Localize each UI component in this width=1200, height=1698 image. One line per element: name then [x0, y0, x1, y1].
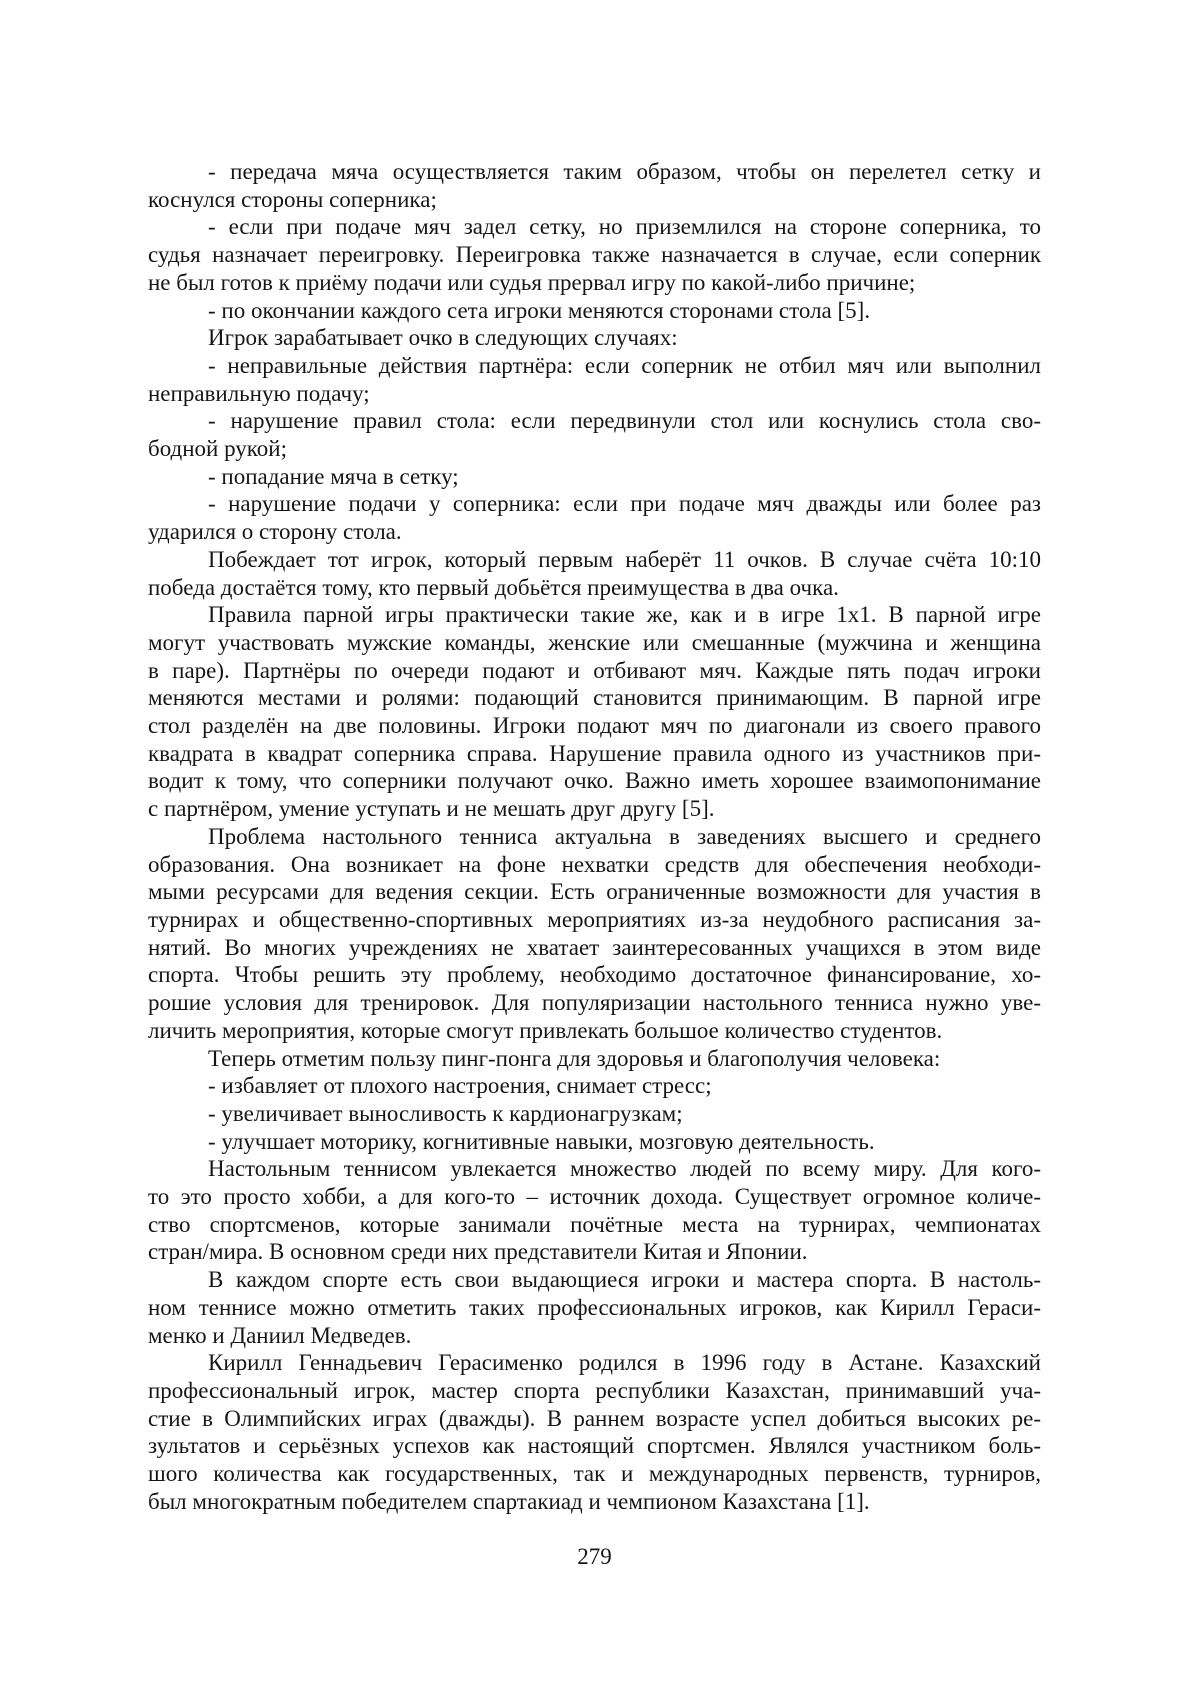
- page-number: 279: [577, 1544, 612, 1570]
- text-line: рошие условия для тренировок. Для популяризации настольного тенниса нужно уве-: [148, 990, 1041, 1016]
- text-line: профессиональный игрок, мастер спорта республики Казахстан, принимавший уча-: [148, 1377, 1041, 1403]
- text-line: зультатов и серьёзных успехов как настоящий спортсмен. Являлся участником боль-: [148, 1433, 1041, 1459]
- text-line: стол разделён на две половины. Игроки подают мяч по диагонали из своего правого: [148, 713, 1041, 739]
- paragraph: [148, 823, 1041, 1045]
- text-line: судья назначает переигровку. Переигровка также назначается в случае, если соперник: [148, 242, 1041, 268]
- text-line: ударился о сторону стола.: [148, 519, 402, 545]
- text-line: - нарушение подачи у соперника: если при подаче мяч дважды или более раз: [208, 491, 1041, 517]
- paragraph: [148, 213, 1041, 296]
- text-line: водит к тому, что соперники получают очко. Важно иметь хорошее взаимопонимание: [148, 768, 1041, 794]
- text-line: ство спортсменов, которые занимали почётные места на турнирах, чемпионатах: [148, 1211, 1041, 1237]
- text-line: коснулся стороны соперника;: [148, 186, 437, 212]
- text-line: в паре). Партнёры по очереди подают и отбивают мяч. Каждые пять подач игроки: [148, 657, 1041, 683]
- text-line: спорта. Чтобы решить эту проблему, необходимо достаточное финансирование, хо-: [148, 962, 1041, 988]
- text-line: то это просто хобби, а для кого-то – источник дохода. Существует огромное количе-: [148, 1184, 1041, 1210]
- text-line: меняются местами и ролями: подающий становится принимающим. В парной игре: [148, 685, 1041, 711]
- paragraph: [148, 1266, 1041, 1349]
- text-line: Побеждает тот игрок, который первым наберёт 11 очков. В случае счёта 10:10: [208, 546, 1041, 572]
- paragraph: [148, 352, 1041, 407]
- text-line: - неправильные действия партнёра: если соперник не отбил мяч или выполнил: [208, 352, 1041, 378]
- paragraph: [148, 463, 1041, 491]
- paragraph: [148, 1100, 1041, 1128]
- text-line: с партнёром, умение уступать и не мешать друг другу [5].: [148, 796, 715, 822]
- text-line: личить мероприятия, которые смогут привлекать большое количество студентов.: [148, 1017, 943, 1043]
- paragraph: [148, 546, 1041, 601]
- text-line: стран/мира. В основном среди них представители Китая и Японии.: [148, 1239, 808, 1265]
- text-line: турнирах и общественно-спортивных мероприятиях из-за неудобного расписания за-: [148, 906, 1041, 932]
- text-line: мыми ресурсами для ведения секции. Есть ограниченные возможности для участия в: [148, 879, 1041, 905]
- text-line: - по окончании каждого сета игроки меняются сторонами стола [5].: [208, 297, 871, 323]
- text-line: Кирилл Геннадьевич Герасименко родился в 1996 году в Астане. Казахский: [208, 1350, 1041, 1376]
- paragraph: [148, 407, 1041, 462]
- text-line: Игрок зарабатывает очко в следующих случаях:: [208, 325, 678, 351]
- paragraph: [148, 324, 1041, 352]
- text-line: победа достаётся тому, кто первый добьётся преимущества в два очка.: [148, 574, 839, 600]
- paragraph: [148, 601, 1041, 823]
- text-line: Теперь отметим пользу пинг-понга для здоровья и благополучия человека:: [208, 1045, 941, 1071]
- text-line: Проблема настольного тенниса актуальна в заведениях высшего и среднего: [208, 823, 1041, 849]
- text-line: - увеличивает выносливость к кардионагрузкам;: [208, 1100, 683, 1126]
- text-line: В каждом спорте есть свои выдающиеся игроки и мастера спорта. В настоль-: [208, 1267, 1041, 1293]
- paragraph: [148, 490, 1041, 545]
- text-line: могут участвовать мужские команды, женские или смешанные (мужчина и женщина: [148, 629, 1041, 655]
- paragraph: [148, 1349, 1041, 1515]
- text-line: менко и Даниил Медведев.: [148, 1322, 412, 1348]
- paragraph: [148, 1155, 1041, 1266]
- text-line: был многократным победителем спартакиад и чемпионом Казахстана [1].: [148, 1488, 870, 1514]
- text-line: бодной рукой;: [148, 436, 288, 462]
- text-line: Настольным теннисом увлекается множество людей по всему миру. Для кого-: [208, 1156, 1041, 1182]
- text-line: образования. Она возникает на фоне нехватки средств для обеспечения необходи-: [148, 851, 1041, 877]
- text-line: - улучшает моторику, когнитивные навыки, мозговую деятельность.: [208, 1128, 875, 1154]
- paragraph: [148, 1045, 1041, 1073]
- text-line: неправильную подачу;: [148, 380, 370, 406]
- paragraph: [148, 158, 1041, 213]
- text-line: квадрата в квадрат соперника справа. Нарушение правила одного из участников при-: [148, 740, 1041, 766]
- text-line: - если при подаче мяч задел сетку, но приземлился на стороне соперника, то: [208, 214, 1041, 240]
- text-line: - нарушение правил стола: если передвинули стол или коснулись стола сво-: [208, 408, 1041, 434]
- text-line: - передача мяча осуществляется таким образом, чтобы он перелетел сетку и: [208, 159, 1041, 184]
- text-line: ном теннисе можно отметить таких профессиональных игроков, как Кирилл Гераси-: [148, 1294, 1041, 1320]
- text-line: шого количества как государственных, так и международных первенств, турниров,: [148, 1461, 1041, 1487]
- text-line: стие в Олимпийских играх (дважды). В раннем возрасте успел добиться высоких ре-: [148, 1405, 1041, 1431]
- page-text: [148, 158, 1041, 1571]
- text-line: - попадание мяча в сетку;: [208, 463, 459, 489]
- paragraph: [148, 1072, 1041, 1100]
- text-line: - избавляет от плохого настроения, снимает стресс;: [208, 1073, 712, 1099]
- paragraph: [148, 297, 1041, 325]
- paragraph: [148, 1128, 1041, 1156]
- text-line: Правила парной игры практически такие же, как и в игре 1х1. В парной игре: [208, 602, 1041, 628]
- text-line: не был готов к приёму подачи или судья прервал игру по какой-либо причине;: [148, 269, 916, 295]
- text-line: нятий. Во многих учреждениях не хватает заинтересованных учащихся в этом виде: [148, 934, 1041, 960]
